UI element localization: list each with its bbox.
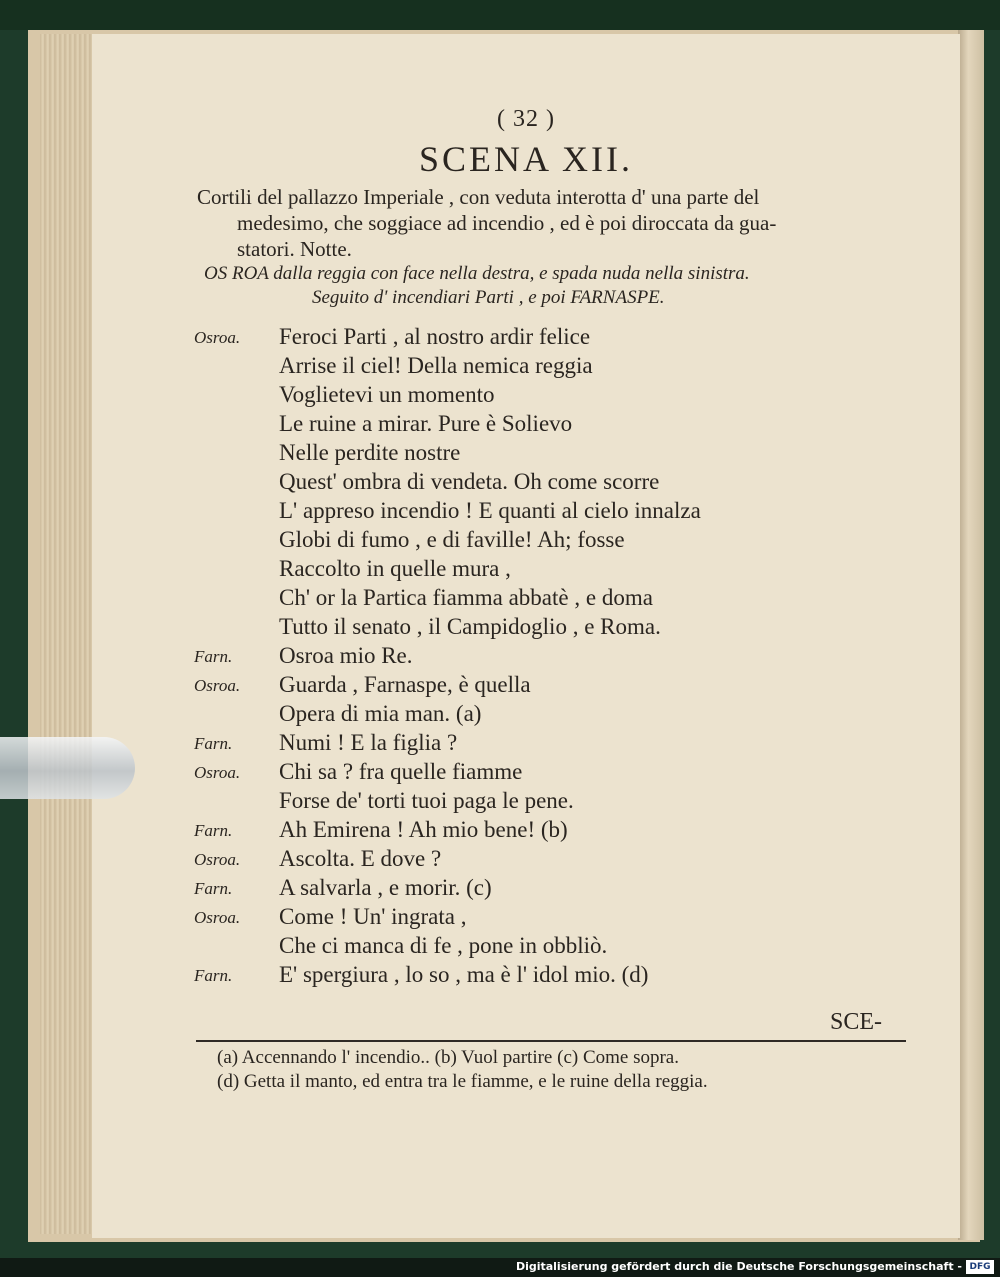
dialogue-line [92, 614, 960, 644]
verse-text: A salvarla , e morir. (c) [279, 875, 492, 900]
dialogue-line [92, 759, 960, 789]
speaker-name: Osroa. [194, 850, 241, 869]
verse-text: Quest' ombra di vendeta. Oh come scorre [279, 469, 660, 494]
dialogue-line [92, 962, 960, 992]
dialogue-line [92, 411, 960, 441]
verse-text: L' appreso incendio ! E quanti al cielo innalza [279, 498, 701, 523]
verse-text: Come ! Un' ingrata , [279, 904, 467, 929]
verse-text: Globi di fumo , e di faville! Ah; fosse [279, 527, 625, 552]
dialogue-line [92, 846, 960, 876]
verse-text: Le ruine a mirar. Pure è Solievo [279, 411, 573, 436]
catchword: SCE- [829, 1009, 882, 1035]
verse-text: Che ci manca di fe , pone in obbliò. [279, 933, 608, 958]
footnote-line: (a) Accennando l' incendio.. (b) Vuol partire (c) Come sopra. [217, 1047, 679, 1068]
stage-direction-line: Seguito d' incendiari Parti , e poi FARNASPE. [312, 287, 665, 308]
speaker-name: Farn. [194, 821, 233, 840]
dialogue-line [92, 788, 960, 818]
verse-text: Forse de' torti tuoi paga le pene. [279, 788, 574, 813]
dialogue-line [92, 701, 960, 731]
verse-text: Voglietevi un momento [279, 382, 495, 407]
facing-page-edge [958, 30, 984, 1240]
stage-direction-line: OS ROA dalla reggia con face nella destra, e spada nuda nella sinistra. [204, 263, 750, 284]
setting-line: Cortili del pallazzo Imperiale , con veduta interotta d' una parte del [197, 185, 760, 209]
dialogue-line [92, 353, 960, 383]
dialogue-line [92, 324, 960, 354]
dialogue-line [92, 730, 960, 760]
verse-text: Numi ! E la figlia ? [279, 730, 458, 755]
verse-text: Raccolto in quelle mura , [279, 556, 511, 581]
dialogue-line [92, 643, 960, 673]
page-number: ( 32 ) [497, 106, 555, 132]
speaker-name: Osroa. [194, 676, 241, 695]
footnote-line: (d) Getta il manto, ed entra tra le fiamme, e le ruine della reggia. [217, 1071, 708, 1092]
setting-line: statori. Notte. [237, 237, 352, 261]
dialogue-line [92, 527, 960, 557]
digitization-credit: Digitalisierung gefördert durch die Deutsche Forschungsgemeinschaft - [515, 1260, 962, 1273]
verse-text: Ch' or la Partica fiamma abbatè , e doma [279, 585, 653, 610]
speaker-name: Osroa. [194, 328, 241, 347]
dialogue-line [92, 672, 960, 702]
dialogue-line [92, 498, 960, 528]
verse-text: Tutto il senato , il Campidoglio , e Roma. [279, 614, 661, 639]
book-page [92, 34, 960, 1238]
verse-text: Ah Emirena ! Ah mio bene! (b) [279, 817, 568, 842]
dialogue-line [92, 875, 960, 905]
verse-text: Arrise il ciel! Della nemica reggia [279, 353, 593, 378]
speaker-name: Osroa. [194, 763, 241, 782]
verse-text: Chi sa ? fra quelle fiamme [279, 759, 523, 784]
scene-title: SCENA XII. [418, 139, 633, 179]
footnote-rule [196, 1040, 906, 1042]
speaker-name: Farn. [194, 647, 233, 666]
speaker-name: Farn. [194, 879, 233, 898]
scene-setting [197, 184, 917, 262]
dialogue-line [92, 556, 960, 586]
dialogue-line [92, 585, 960, 615]
dialogue-line [92, 817, 960, 847]
dialogue-line [92, 904, 960, 934]
speaker-name: Farn. [194, 966, 233, 985]
verse-text: Osroa mio Re. [279, 643, 413, 668]
dfg-logo-icon: DFG [966, 1260, 994, 1274]
page-clip [0, 737, 135, 799]
footnotes [217, 1046, 917, 1094]
verse-text: Guarda , Farnaspe, è quella [279, 672, 531, 697]
verse-text: Ascolta. E dove ? [279, 846, 442, 871]
dialogue-line [92, 382, 960, 412]
verse-text: Feroci Parti , al nostro ardir felice [279, 324, 591, 349]
speaker-name: Farn. [194, 734, 233, 753]
verse-text: E' spergiura , lo so , ma è l' idol mio. (d) [279, 962, 649, 987]
verse-text: Opera di mia man. (a) [279, 701, 482, 726]
stage-direction [204, 262, 924, 310]
speaker-name: Osroa. [194, 908, 241, 927]
dialogue-line [92, 469, 960, 499]
page-edges [40, 34, 100, 1234]
verse-text: Nelle perdite nostre [279, 440, 461, 465]
setting-line: medesimo, che soggiace ad incendio , ed è poi diroccata da gua- [237, 211, 777, 235]
scan-background-top [0, 0, 1000, 30]
dialogue-line [92, 933, 960, 963]
dialogue-line [92, 440, 960, 470]
